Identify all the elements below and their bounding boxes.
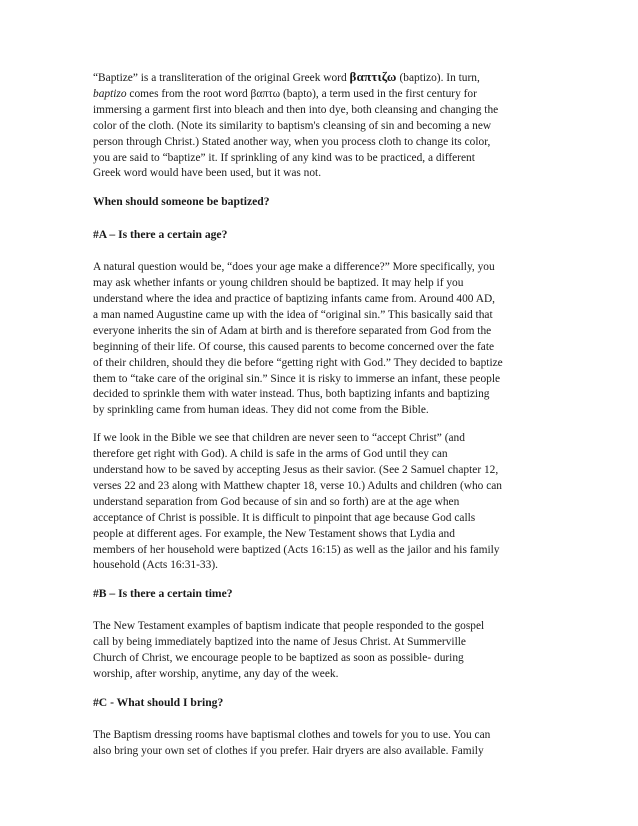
age-paragraph-2 [93,431,548,574]
intro-line: immersing a garment first into bleach and then into dye, both cleansing and changing the [93,103,499,116]
paragraph-line: may ask whether infants or young children should be baptized. It may help if you [93,277,464,290]
age-paragraph-1 [93,260,548,419]
paragraph-line: by sprinkling came from human ideas. They did not come from the Bible. [93,404,429,417]
intro-line: color of the cloth. (Note its similarity to baptism's cleansing of sin and becoming a new [93,119,492,132]
intro-text: (baptizo). In turn, [399,72,480,84]
paragraph-line: members of her household were baptized (Acts 16:15) as well as the jailor and his family [93,543,500,556]
paragraph-line: people at different ages. For example, the New Testament shows that Lydia and [93,527,455,540]
paragraph-line: A natural question would be, “does your age make a difference?” More specifically, you [93,261,495,274]
paragraph-line: acceptance of Christ is possible. It is difficult to pinpoint that age because God calls [93,511,476,524]
paragraph-line: therefore get right with God). A child is safe in the arms of God until they can [93,448,448,461]
paragraph-line: understand separation from God because of sin and so forth) are at the age when [93,495,460,508]
paragraph-line: If we look in the Bible we see that children are never seen to “accept Christ” (and [93,432,465,445]
section-heading-when: When should someone be baptized? [93,195,270,209]
paragraph-line: worship, after worship, anytime, any day of the week. [93,668,339,680]
paragraph-line: of their children, should they die before “getting right with God.” They decided to baptize [93,356,503,369]
paragraph-line: verses 22 and 23 along with Matthew chapter 18, verse 10.) Adults and children (who can [93,479,503,492]
paragraph-line: call by being immediately baptized into the name of Jesus Christ. At Summerville [93,636,466,649]
intro-line [93,69,548,87]
intro-paragraph [93,69,548,182]
intro-line [93,87,548,103]
intro-line: person through Christ.) Stated another way, when you process cloth to change its color, [93,135,491,148]
section-heading-bring: #C - What should I bring? [93,695,224,709]
paragraph-line: household (Acts 16:31-33). [93,559,218,572]
intro-italic-word: baptizo [93,87,127,100]
section-heading-age: #A – Is there a certain age? [93,228,228,242]
paragraph-line: decided to sprinkle them with water instead. Thus, both baptizing infants and baptizing [93,388,490,401]
intro-line: Greek word would have been used, but it was not. [93,167,322,180]
greek-word: βαπτιζω [349,69,397,84]
intro-text: “Baptize” is a transliteration of the original Greek word [93,72,347,84]
paragraph-line: them to “take care of the original sin.” Since it is risky to immerse an infant, these people [93,372,501,385]
bring-paragraph [93,728,548,760]
paragraph-line: Church of Christ, we encourage people to be baptized as soon as possible- during [93,652,464,665]
paragraph-line: understand how to be saved by accepting Jesus as their savior. (See 2 Samuel chapter 12, [93,464,499,477]
section-heading-time: #B – Is there a certain time? [93,587,233,601]
intro-text: comes from the root word βαπτω (bapto), a term used in the first century for [129,87,477,100]
paragraph-line: everyone inherits the sin of Adam at birth and is therefore separated from God from the [93,324,492,337]
paragraph-line: also bring your own set of clothes if you prefer. Hair dryers are also available. Family [93,744,484,757]
intro-line: you are said to “baptize” it. If sprinkling of any kind was to be practiced, a different [93,151,475,164]
time-paragraph [93,619,548,683]
paragraph-line: understand where the idea and practice of baptizing infants came from. Around 400 AD, [93,292,496,305]
paragraph-line: The Baptism dressing rooms have baptismal clothes and towels for you to use. You can [93,728,491,741]
paragraph-line: beginning of their life. Of course, this caused parents to become concerned over the fate [93,340,495,353]
paragraph-line: a man named Augustine came up with the idea of “original sin.” This basically said that [93,308,493,321]
paragraph-line: The New Testament examples of baptism indicate that people responded to the gospel [93,620,485,633]
